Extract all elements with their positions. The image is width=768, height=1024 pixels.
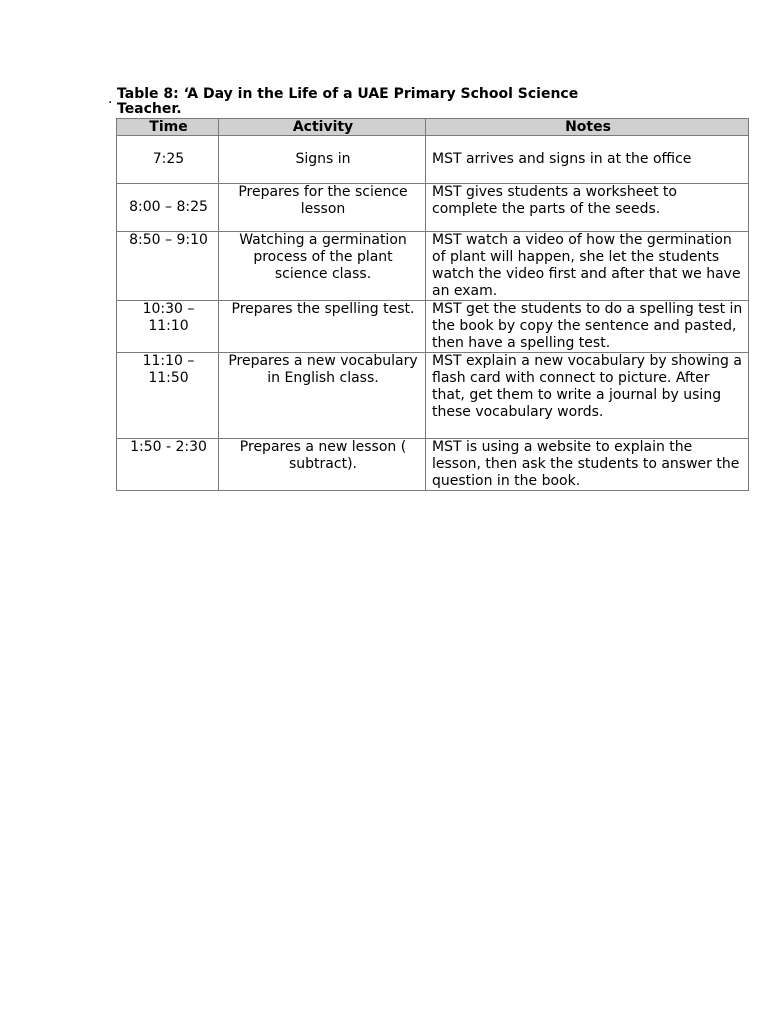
time-cell: 8:50 – 9:10: [117, 232, 219, 301]
table-row: [117, 232, 749, 301]
table-row: [117, 301, 749, 353]
caption-bullet: .: [108, 91, 113, 107]
notes-cell: MST get the students to do a spelling test in the book by copy the sentence and pasted, then have a spelling test.: [426, 301, 749, 353]
header-notes: Notes: [426, 119, 749, 136]
notes-cell: MST explain a new vocabulary by showing a flash card with connect to picture. After that, get them to write a journal by using these vocabulary words.: [426, 353, 749, 439]
time-cell: 11:10 – 11:50: [117, 353, 219, 439]
table-caption: Table 8: ‘A Day in the Life of a UAE Primary School Science Teacher.: [117, 86, 579, 117]
time-cell: 10:30 – 11:10: [117, 301, 219, 353]
table-row: [117, 136, 749, 184]
time-cell: 7:25: [117, 136, 219, 184]
notes-cell: MST arrives and signs in at the office: [426, 136, 749, 184]
activity-cell: Watching a germination process of the plant science class.: [219, 232, 426, 301]
time-cell: 8:00 – 8:25: [117, 184, 219, 232]
table-row: [117, 184, 749, 232]
notes-cell: MST is using a website to explain the lesson, then ask the students to answer the question in the book.: [426, 439, 749, 491]
activity-cell: Prepares the spelling test.: [219, 301, 426, 353]
table-header-row: [117, 119, 749, 136]
notes-cell: MST gives students a worksheet to complete the parts of the seeds.: [426, 184, 749, 232]
header-time: Time: [117, 119, 219, 136]
schedule-table: [116, 118, 749, 491]
activity-cell: Prepares for the science lesson: [219, 184, 426, 232]
activity-cell: Signs in: [219, 136, 426, 184]
activity-cell: Prepares a new lesson ( subtract).: [219, 439, 426, 491]
time-cell: 1:50 - 2:30: [117, 439, 219, 491]
header-activity: Activity: [219, 119, 426, 136]
table-row: [117, 439, 749, 491]
table-row: [117, 353, 749, 439]
activity-cell: Prepares a new vocabulary in English class.: [219, 353, 426, 439]
notes-cell: MST watch a video of how the germination of plant will happen, she let the students watch the video first and after that we have an exam.: [426, 232, 749, 301]
